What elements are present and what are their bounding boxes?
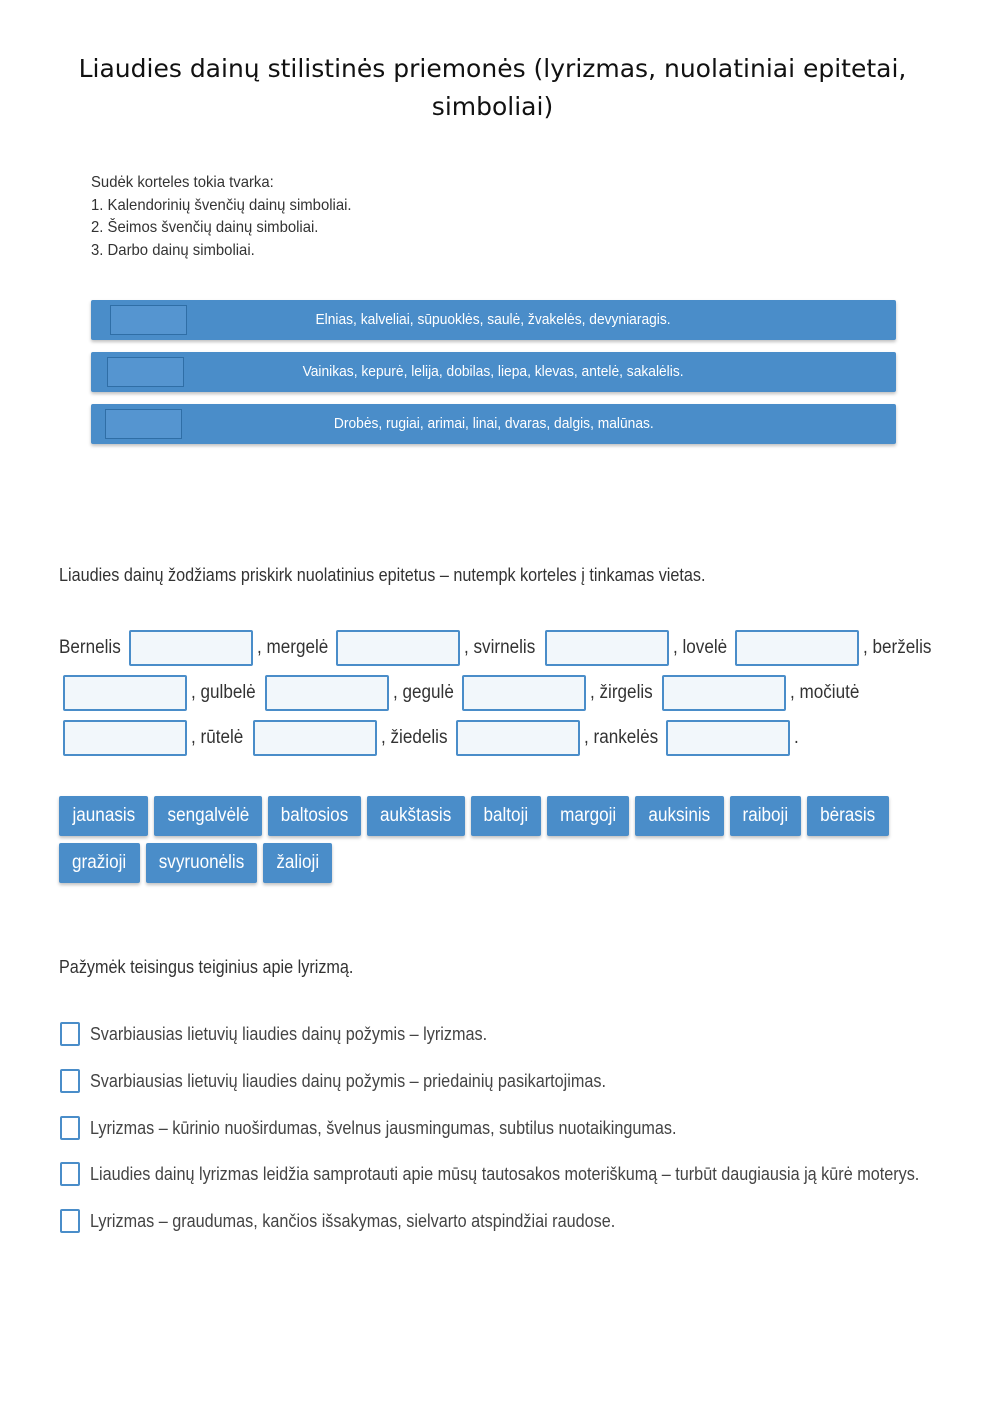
option-label: Svarbiausias lietuvių liaudies dainų požymis – priedainių pasikartojimas.: [90, 1071, 606, 1091]
epithet-drop-box[interactable]: [545, 630, 669, 666]
order-number-slot[interactable]: [105, 409, 182, 439]
order-number-slot[interactable]: [107, 357, 184, 387]
epithet-drop-box[interactable]: [63, 720, 187, 756]
word-label: , gulbelė: [191, 682, 256, 703]
epithet-chip[interactable]: [635, 796, 724, 836]
epithet-drop-box[interactable]: [666, 720, 790, 756]
chip-label: jaunasis: [72, 805, 135, 826]
epithet-chip[interactable]: [146, 843, 257, 883]
chip-label: bėrasis: [820, 805, 876, 826]
word-label: .: [794, 727, 799, 748]
chip-label: aukštasis: [380, 805, 452, 826]
word-label: , svirnelis: [464, 637, 536, 658]
epithet-drop-box[interactable]: [63, 675, 187, 711]
instruction-line: 1. Kalendorinių švenčių dainų simboliai.: [91, 196, 352, 214]
checkbox[interactable]: [60, 1116, 80, 1140]
chip-label: gražioji: [72, 852, 127, 873]
epithet-chip[interactable]: [268, 796, 361, 836]
instruction-line: 3. Darbo dainų simboliai.: [91, 241, 255, 259]
order-instructions: [91, 172, 352, 262]
checkbox[interactable]: [60, 1209, 80, 1233]
epithet-drop-box[interactable]: [456, 720, 580, 756]
epithet-chip[interactable]: [154, 796, 262, 836]
epithet-chip[interactable]: [547, 796, 629, 836]
epithet-drop-box[interactable]: [735, 630, 859, 666]
option-label: Svarbiausias lietuvių liaudies dainų požymis – lyrizmas.: [90, 1024, 488, 1044]
lyricism-task-heading: Pažymėk teisingus teiginius apie lyrizmą.: [59, 957, 354, 977]
chip-label: žalioji: [276, 852, 319, 873]
epithet-chip[interactable]: [807, 796, 889, 836]
order-card-text: Drobės, rugiai, arimai, linai, dvaras, dalgis, malūnas.: [333, 415, 654, 432]
option-label: Liaudies dainų lyrizmas leidžia samprotauti apie mūsų tautosakos moteriškumą – turbūt daugiausia ją kūrė moterys.: [90, 1164, 920, 1184]
epithet-chip[interactable]: [730, 796, 801, 836]
checkbox[interactable]: [60, 1162, 80, 1186]
checkbox[interactable]: [60, 1022, 80, 1046]
chip-label: sengalvėlė: [167, 805, 249, 826]
chip-label: auksinis: [648, 805, 711, 826]
checkbox[interactable]: [60, 1069, 80, 1093]
word-label: , mergelė: [257, 637, 329, 658]
order-card-work-symbols[interactable]: [91, 404, 896, 444]
page-title: Liaudies dainų stilistinės priemonės (lyrizmas, nuolatiniai epitetai, simboliai): [78, 54, 907, 121]
chip-label: baltosios: [280, 805, 349, 826]
option-label: Lyrizmas – graudumas, kančios išsakymas, sielvarto atspindžiai raudose.: [90, 1211, 616, 1231]
epithet-drop-box[interactable]: [336, 630, 460, 666]
word-label: , lovelė: [673, 637, 728, 658]
word-label: , žirgelis: [590, 682, 653, 703]
epithet-chip[interactable]: [471, 796, 541, 836]
epithet-task-heading: Liaudies dainų žodžiams priskirk nuolatinius epitetus – nutempk korteles į tinkamas vietas.: [59, 565, 706, 585]
epithet-drop-box[interactable]: [129, 630, 253, 666]
epithet-chip[interactable]: [367, 796, 465, 836]
chip-label: raiboji: [742, 805, 789, 826]
instruction-line: 2. Šeimos švenčių dainų simboliai.: [91, 219, 319, 236]
epithet-chip[interactable]: [59, 843, 140, 883]
order-card-calendar-symbols[interactable]: [91, 300, 896, 340]
word-label: , žiedelis: [381, 727, 448, 748]
order-number-slot[interactable]: [110, 305, 187, 335]
epithet-drop-box[interactable]: [265, 675, 389, 711]
order-card-family-symbols[interactable]: [91, 352, 896, 392]
word-label: , gegulė: [393, 682, 454, 703]
epithet-drop-box[interactable]: [253, 720, 377, 756]
order-card-text: Elnias, kalveliai, sūpuoklės, saulė, žvakelės, devyniaragis.: [315, 311, 672, 328]
epithet-chip[interactable]: [59, 796, 148, 836]
word-label: , rūtelė: [191, 727, 244, 748]
word-label: Bernelis: [59, 637, 121, 658]
option-label: Lyrizmas – kūrinio nuoširdumas, švelnus jausmingumas, subtilus nuotaikingumas.: [90, 1118, 677, 1138]
chip-label: margoji: [559, 805, 617, 826]
epithet-drop-box[interactable]: [462, 675, 586, 711]
chip-label: baltoji: [483, 805, 529, 826]
word-label: , rankelės: [584, 727, 659, 748]
epithet-drop-box[interactable]: [662, 675, 786, 711]
word-label: , močiutė: [790, 682, 860, 703]
chip-label: svyruonėlis: [158, 852, 245, 873]
epithet-chip[interactable]: [263, 843, 332, 883]
order-card-text: Vainikas, kepurė, lelija, dobilas, liepa, klevas, antelė, sakalėlis.: [303, 363, 684, 380]
instruction-line: Sudėk korteles tokia tvarka:: [91, 174, 274, 191]
word-label: , berželis: [863, 637, 932, 658]
